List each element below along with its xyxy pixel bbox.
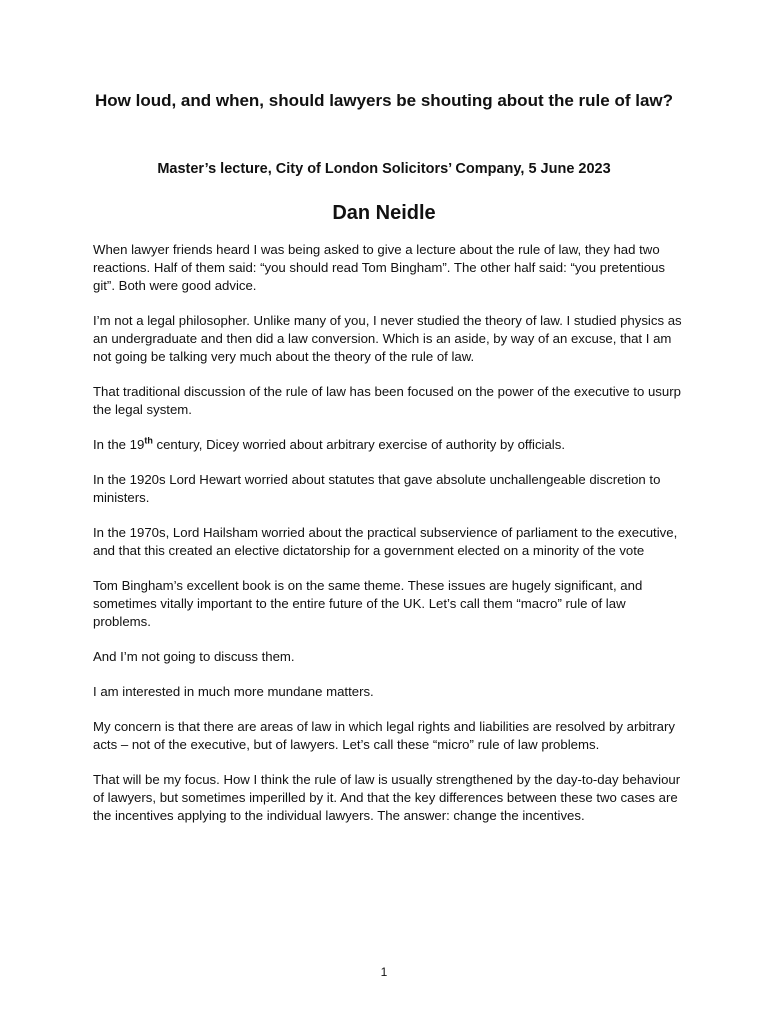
ordinal-suffix: th — [144, 435, 153, 446]
paragraph-2: I’m not a legal philosopher. Unlike many of you, I never studied the theory of law. I studied physics as an undergraduate and then did a law conversion. Which is an aside, by way of an excuse, that I am not going be talking very much about the theory of the rule of law. — [93, 313, 682, 364]
document-body — [93, 241, 683, 842]
paragraph-1: When lawyer friends heard I was being asked to give a lecture about the rule of law, they had two reactions. Half of them said: “you should read Tom Bingham”. The other half said: “you pretentious git”. Both were good advice. — [93, 242, 666, 293]
paragraph-10: My concern is that there are areas of law in which legal rights and liabilities are resolved by arbitrary acts – not of the executive, but of lawyers. Let’s call these “micro” rule of law problems. — [93, 719, 675, 752]
paragraph-8: And I’m not going to discuss them. — [93, 649, 295, 664]
paragraph-3: That traditional discussion of the rule of law has been focused on the power of the executive to usurp the legal system. — [93, 384, 681, 417]
page-number: 1 — [380, 965, 388, 979]
paragraph-6: In the 1970s, Lord Hailsham worried about the practical subservience of parliament to the executive, and that this created an elective dictatorship for a government elected on a minority of the vote — [93, 525, 678, 558]
document-subtitle: Master’s lecture, City of London Solicitors’ Company, 5 June 2023 — [157, 161, 611, 177]
paragraph-7: Tom Bingham’s excellent book is on the same theme. These issues are hugely significant, and sometimes vitally important to the entire future of the UK. Let’s call them “macro” rule of law problems. — [93, 578, 643, 629]
paragraph-9: I am interested in much more mundane matters. — [93, 684, 374, 699]
paragraph-4 — [93, 436, 683, 454]
author-name: Dan Neidle — [332, 202, 436, 224]
paragraph-4-after: century, Dicey worried about arbitrary exercise of authority by officials. — [152, 437, 565, 452]
paragraph-5: In the 1920s Lord Hewart worried about statutes that gave absolute unchallengeable discretion to ministers. — [93, 472, 661, 505]
document-title: How loud, and when, should lawyers be shouting about the rule of law? — [94, 91, 674, 110]
paragraph-11: That will be my focus. How I think the rule of law is usually strengthened by the day-to-day behaviour of lawyers, but sometimes imperilled by it. And that the key differences between these two cases are the incentives applying to the individual lawyers. The answer: change the incentives. — [93, 772, 681, 823]
paragraph-4-before: In the 19 — [93, 437, 145, 452]
